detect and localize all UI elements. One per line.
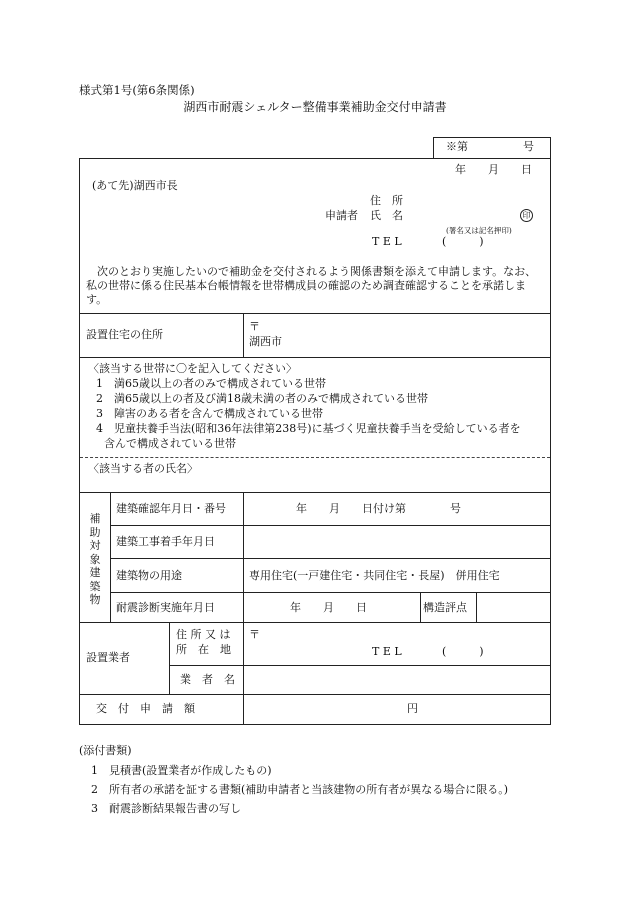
installer-tel-label: T E L	[372, 645, 402, 658]
building-row-label-2: 建築工事着手年月日	[116, 535, 215, 548]
building-row-value-3[interactable]: 専用住宅(一戸建住宅・共同住宅・長屋) 併用住宅	[249, 569, 500, 582]
installer-name-label: 業 者 名	[180, 673, 235, 686]
intro-text: 次のとおり実施したいので補助金を交付されるよう関係書類を添えて申請します。なお、私の世帯に係る住民基本台帳情報を世帯構成員の確認のため調査確認することを承諾します。	[86, 265, 537, 306]
name-label: 氏 名	[370, 209, 403, 222]
amount-unit: 円	[407, 702, 418, 715]
amount-label: 交 付 申 請 額	[96, 702, 195, 715]
address-label: 住 所	[370, 194, 403, 207]
seal-note: (署名又は記名押印)	[446, 226, 512, 235]
building-row-value-1[interactable]: 年 月 日付け第 号	[296, 502, 461, 515]
structure-score-label: 構造評点	[423, 601, 467, 614]
installer-postal: 〒	[249, 628, 260, 641]
applicant-label: 申請者	[325, 209, 358, 222]
household-header: 〈該当する世帯に〇を記入してください〉	[88, 362, 297, 375]
building-row-label-4: 耐震診断実施年月日	[116, 601, 215, 614]
form-number: 様式第1号(第6条関係)	[79, 83, 195, 97]
installer-address-label-1: 住 所 又 は	[176, 628, 231, 641]
installer-address-label-2: 所 在 地	[176, 643, 231, 656]
tel-label: T E L	[372, 235, 402, 248]
application-date: 年 月 日	[455, 163, 532, 176]
attachment-item-3: 3 耐震診断結果報告書の写し	[91, 802, 241, 815]
installer-tel-field[interactable]: ( )	[442, 645, 484, 658]
location-city[interactable]: 湖西市	[249, 335, 282, 348]
building-section-label: 補助対象建築物	[89, 512, 101, 606]
form-title: 湖西市耐震シェルター整備事業補助金交付申請書	[183, 100, 447, 114]
receipt-number: ※第 号	[446, 140, 534, 153]
building-row-label-3: 建築物の用途	[116, 569, 182, 582]
building-row-label-1: 建築確認年月日・番号	[116, 502, 226, 515]
eligible-names-header: 〈該当する者の氏名〉	[88, 462, 198, 475]
addressee: (あて先)湖西市長	[92, 179, 178, 192]
attachment-item-2: 2 所有者の承諾を証する書類(補助申請者と当該建物の所有者が異なる場合に限る。)	[91, 783, 509, 796]
household-option-4[interactable]: 4 児童扶養手当法(昭和36年法律第238号)に基づく児童扶養手当を受給している者を	[96, 422, 521, 435]
attachment-item-1: 1 見積書(設置業者が作成したもの)	[91, 764, 272, 777]
household-option-2[interactable]: 2 満65歳以上の者及び満18歳未満の者のみで構成されている世帯	[96, 392, 428, 405]
household-option-3[interactable]: 3 障害のある者を含んで構成されている世帯	[96, 407, 323, 420]
tel-field[interactable]: ( )	[442, 235, 484, 248]
location-postal: 〒	[249, 320, 260, 333]
household-option-1[interactable]: 1 満65歳以上の者のみで構成されている世帯	[96, 377, 326, 390]
attachments-header: (添付書類)	[79, 744, 132, 757]
location-label: 設置住宅の住所	[86, 328, 163, 341]
building-row-value-4[interactable]: 年 月 日	[290, 601, 367, 614]
installer-label: 設置業者	[86, 651, 130, 664]
seal-mark: 印	[520, 209, 533, 222]
household-option-4-cont: 含んで構成されている世帯	[104, 437, 236, 450]
